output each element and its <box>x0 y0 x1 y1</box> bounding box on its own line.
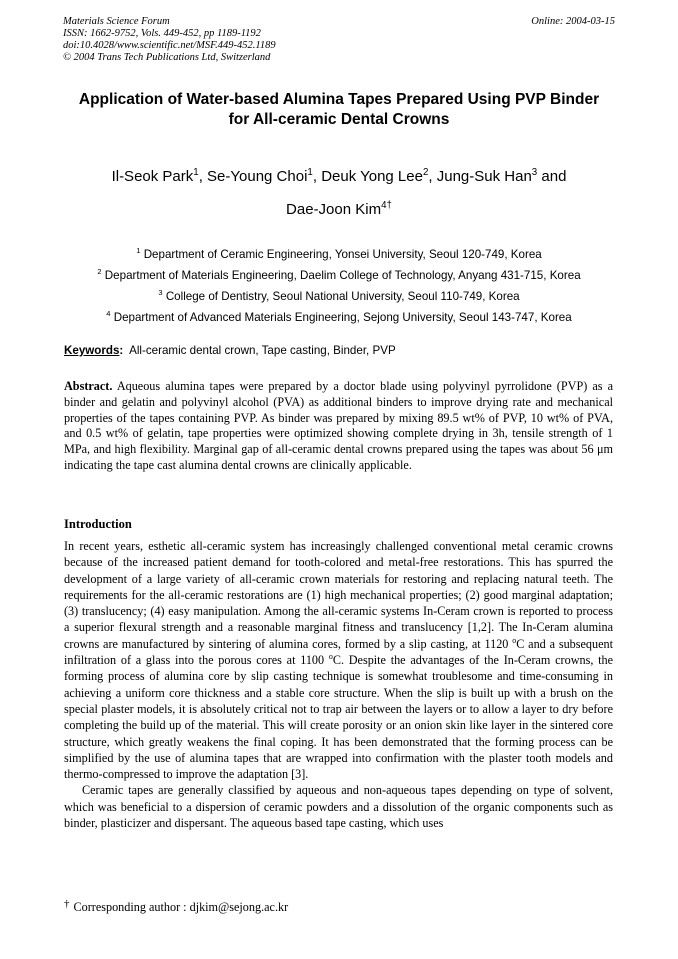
affiliation-list <box>40 244 638 328</box>
introduction-heading: Introduction <box>64 517 132 531</box>
degree-sup: o <box>512 635 517 645</box>
doi-line[interactable]: doi:10.4028/www.scientific.net/MSF.449-452.1189 <box>63 40 276 51</box>
author-separator: , <box>312 168 322 185</box>
paragraph-text: In recent years, esthetic all-ceramic system has increasingly challenged conventional metal ceramic crowns because of the increased patient demand for tooth-colored and metal-free restorations. This has spurred the development of a large variety of all-ceramic crown materials for restoring and replacing natural teeth. The requirements for the all-ceramic restorations are (1) high mechanical properties; (2) good marginal adaptation; (3) translucency; (4) easy manipulation. Among the all-ceramic systems In-Ceram crown is reported to process a superior flexural strength and a reasonable marginal fitness and translucency [1,2]. The In-Ceram alumina crowns are manufactured by sintering of alumina cores, formed by a slip casting, at 1120 <box>64 539 613 651</box>
keywords <box>64 344 624 357</box>
title-line-1: Application of Water-based Alumina Tapes Prepared Using PVP Binder <box>78 91 600 108</box>
keywords-label: Keywords <box>64 344 120 357</box>
author-name: Il-Seok Park <box>111 168 194 185</box>
journal-name: Materials Science Forum <box>63 16 170 27</box>
author-line-2 <box>40 193 638 226</box>
author-affil-sup: 1 <box>307 167 313 178</box>
introduction-body <box>64 538 613 831</box>
author-name: Dae-Joon Kim <box>286 201 382 218</box>
author-affil-sup: 3 <box>531 167 538 178</box>
author-name: Jung-Suk Han <box>436 168 532 185</box>
abstract <box>64 379 613 474</box>
paragraph <box>64 538 613 782</box>
online-date: Online: 2004-03-15 <box>531 16 615 27</box>
author-separator: , <box>198 168 208 185</box>
author-name: Deuk Yong Lee <box>321 168 423 185</box>
affiliation-number: 4 <box>106 309 111 319</box>
author-affil-sup: 1 <box>193 167 199 178</box>
paper-title <box>40 90 638 130</box>
issn-line: ISSN: 1662-9752, Vols. 449-452, pp 1189-1192 <box>63 28 261 39</box>
footnote-mark: † <box>64 898 70 910</box>
affiliation-item <box>40 244 638 265</box>
journal-header <box>63 16 615 64</box>
keywords-text: All-ceramic dental crown, Tape casting, Binder, PVP <box>129 344 396 357</box>
affiliation-number: 3 <box>158 288 163 298</box>
affiliation-number: 1 <box>136 246 141 256</box>
affiliation-item <box>40 307 638 328</box>
abstract-label: Abstract. <box>64 379 113 393</box>
affiliation-text: Department of Materials Engineering, Daelim College of Technology, Anyang 431-715, Korea <box>104 269 581 282</box>
affiliation-item <box>40 265 638 286</box>
degree-sup: o <box>328 652 333 662</box>
paragraph-text: C. Despite the advantages of the In-Ceram crowns, the forming process of alumina core by slip casting technique is somewhat troublesome and time-consuming in achieving a uniform core thickness and a stable core structure. When the slip is built up with a brush on the special plaster models, it is absolutely critical not to trap air between the layers or to allow a layer to dry before completing the build up of the material. This will create porosity or an onion skin like layer in the sintered core structure, which greatly weakens the final coping. It has been demonstrated that the forming process can be simplified by the use of alumina tapes that are wrapped into confirmation with the plaster tooth models and thermo-compressed to improve the adaptation [3]. <box>64 653 613 782</box>
paragraph-text: C and a subsequent infiltration of a glass into the porous cores at 1100 <box>64 636 614 668</box>
copyright-line: © 2004 Trans Tech Publications Ltd, Switzerland <box>63 52 271 63</box>
author-affil-sup: 4† <box>381 200 392 211</box>
affiliation-number: 2 <box>97 267 102 277</box>
author-list <box>40 160 638 226</box>
title-line-2: for All-ceramic Dental Crowns <box>228 111 450 128</box>
author-separator: , <box>428 168 437 185</box>
affiliation-text: Department of Advanced Materials Engineering, Sejong University, Seoul 143-747, Korea <box>113 311 572 324</box>
author-affil-sup: 2 <box>422 167 429 178</box>
abstract-text: Aqueous alumina tapes were prepared by a doctor blade using polyvinyl pyrrolidone (PVP) as a binder and gelatin and polyvinyl alcohol (PVA) as additional binders to improve drying rate and mechanical properties of the tapes containing PVP. As binder was prepared by mixing 89.5 wt% of PVP, 10 wt% of PVA, and 0.5 wt% of gelatin, tape properties were optimized showing complete drying in 3h, tensile strength of 1 MPa, and high flexibility. Marginal gap of all-ceramic dental crowns prepared using the tapes was about 56 μm indicating the tape cast alumina dental crowns are clinically applicable. <box>64 379 613 472</box>
affiliation-text: Department of Ceramic Engineering, Yonsei University, Seoul 120-749, Korea <box>143 248 542 261</box>
footnote-text: Corresponding author : djkim@sejong.ac.kr <box>73 900 289 914</box>
author-line-1 <box>40 160 638 193</box>
keywords-colon: : <box>119 344 124 357</box>
paragraph: Ceramic tapes are generally classified by aqueous and non-aqueous tapes depending on type of solvent, which was beneficial to a dispersion of ceramic powders and a dissolution of the organic components such as binder, plasticizer and dispersant. The aqueous based tape casting, which uses <box>64 783 613 831</box>
affiliation-text: College of Dentistry, Seoul National University, Seoul 110-749, Korea <box>165 290 520 303</box>
author-and: and <box>537 168 567 185</box>
affiliation-item <box>40 286 638 307</box>
author-name: Se-Young Choi <box>207 168 308 185</box>
footnote <box>64 900 288 915</box>
